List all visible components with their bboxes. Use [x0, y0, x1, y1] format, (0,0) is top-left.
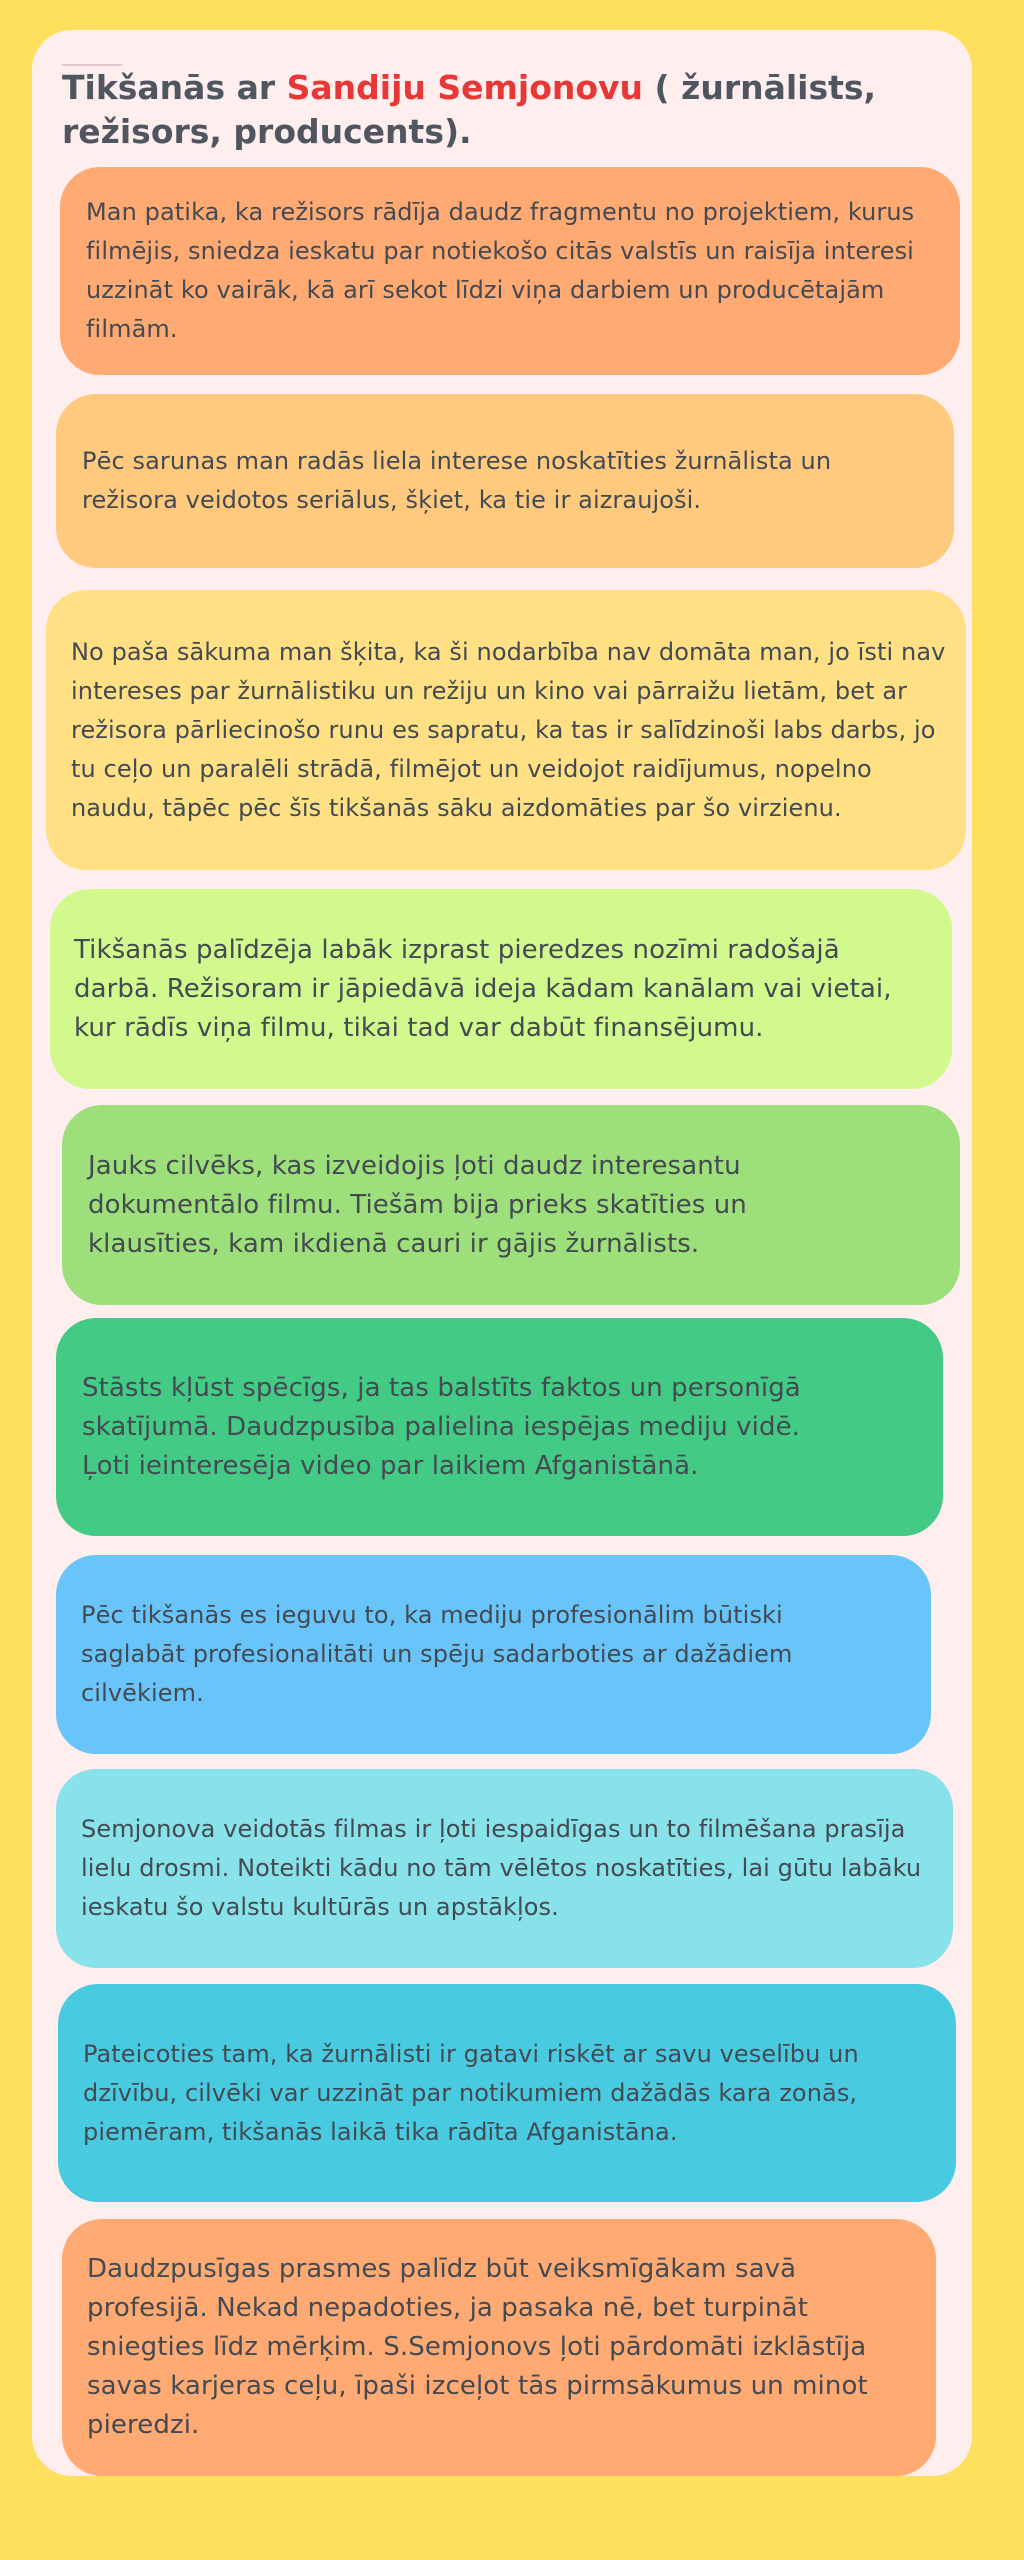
note-text: No paša sākuma man šķita, ka ši nodarbība nav domāta man, jo īsti nav intereses par žurnālistiku un režiju un kino vai pārraižu lietām, bet ar režisora pārliecinošo runu es sapratu, ka tas ir salīdzinoši labs darbs, jo tu ceļo un paralēli strādā, filmējot un veidojot raidījumus, nopelno naudu, tāpēc pēc šīs tikšanās sāku aizdomāties par šo virzienu. [71, 637, 946, 822]
note-text: Tikšanās palīdzēja labāk izprast pieredzes nozīmi radošajā darbā. Režisoram ir jāpiedāvā ideja kādam kanālam vai vietai, kur rādīs viņa filmu, tikai tad var dabūt finansējumu. [74, 934, 892, 1043]
note-text: Pateicoties tam, ka žurnālisti ir gatavi riskēt ar savu veselību un dzīvību, cilvēki var uzzināt par notikumiem dažādās kara zonās, piemēram, tikšanās laikā tika rādīta Afganistāna. [83, 2039, 859, 2146]
note-card-8[interactable] [56, 1769, 953, 1968]
note-text: Semjonova veidotās filmas ir ļoti iespaidīgas un to filmēšana prasīja lielu drosmi. Noteikti kādu no tām vēlētos noskatīties, lai gūtu labāku ieskatu šo valstu kultūrās un apstākļos. [81, 1815, 922, 1921]
note-text: Man patika, ka režisors rādīja daudz fragmentu no projektiem, kurus filmējis, sniedza ieskatu par notiekošo citās valstīs un raisīja interesi uzzināt ko vairāk, kā arī sekot līdzi viņa darbiem un producētajām filmām. [86, 198, 915, 343]
note-text: Stāsts kļūst spēcīgs, ja tas balstīts faktos un personīgā skatījumā. Daudzpusība palielina iespējas mediju vidē. Ļoti ieinteresēja video par laikiem Afganistānā. [82, 1372, 801, 1481]
title-name: Sandiju Semjonovu [286, 68, 644, 107]
note-card-5[interactable] [62, 1105, 960, 1305]
note-text: Pēc sarunas man radās liela interese noskatīties žurnālista un režisora veidotos seriālus, šķiet, ka tie ir aizraujoši. [82, 447, 832, 514]
note-card-7[interactable] [56, 1555, 931, 1754]
title-suffix: ( žurnālists, režisors, producents). [62, 68, 877, 151]
note-card-2[interactable] [56, 394, 954, 568]
title-prefix: Tikšanās ar [62, 68, 287, 107]
note-card-9[interactable] [58, 1984, 956, 2202]
note-text: Daudzpusīgas prasmes palīdz būt veiksmīgākam savā profesijā. Nekad nepadoties, ja pasaka nē, bet turpināt sniegties līdz mērķim. S.Semjonovs ļoti pārdomāti izklāstīja savas karjeras ceļu, īpaši izceļot tās pirmsākumus un minot pieredzi. [87, 2254, 868, 2440]
note-card-6[interactable] [56, 1318, 943, 1536]
note-card-4[interactable] [50, 889, 952, 1089]
note-card-1[interactable] [60, 167, 960, 375]
page-title [62, 66, 952, 154]
note-text: Jauks cilvēks, kas izveidojis ļoti daudz interesantu dokumentālo filmu. Tiešām bija prieks skatīties un klausīties, kam ikdienā cauri ir gājis žurnālists. [88, 1150, 747, 1259]
note-text: Pēc tikšanās es ieguvu to, ka mediju profesionālim būtiski saglabāt profesionalitāti un spēju sadarboties ar dažādiem cilvēkiem. [81, 1601, 793, 1707]
note-card-3[interactable] [46, 590, 966, 870]
note-card-10[interactable] [62, 2219, 936, 2476]
